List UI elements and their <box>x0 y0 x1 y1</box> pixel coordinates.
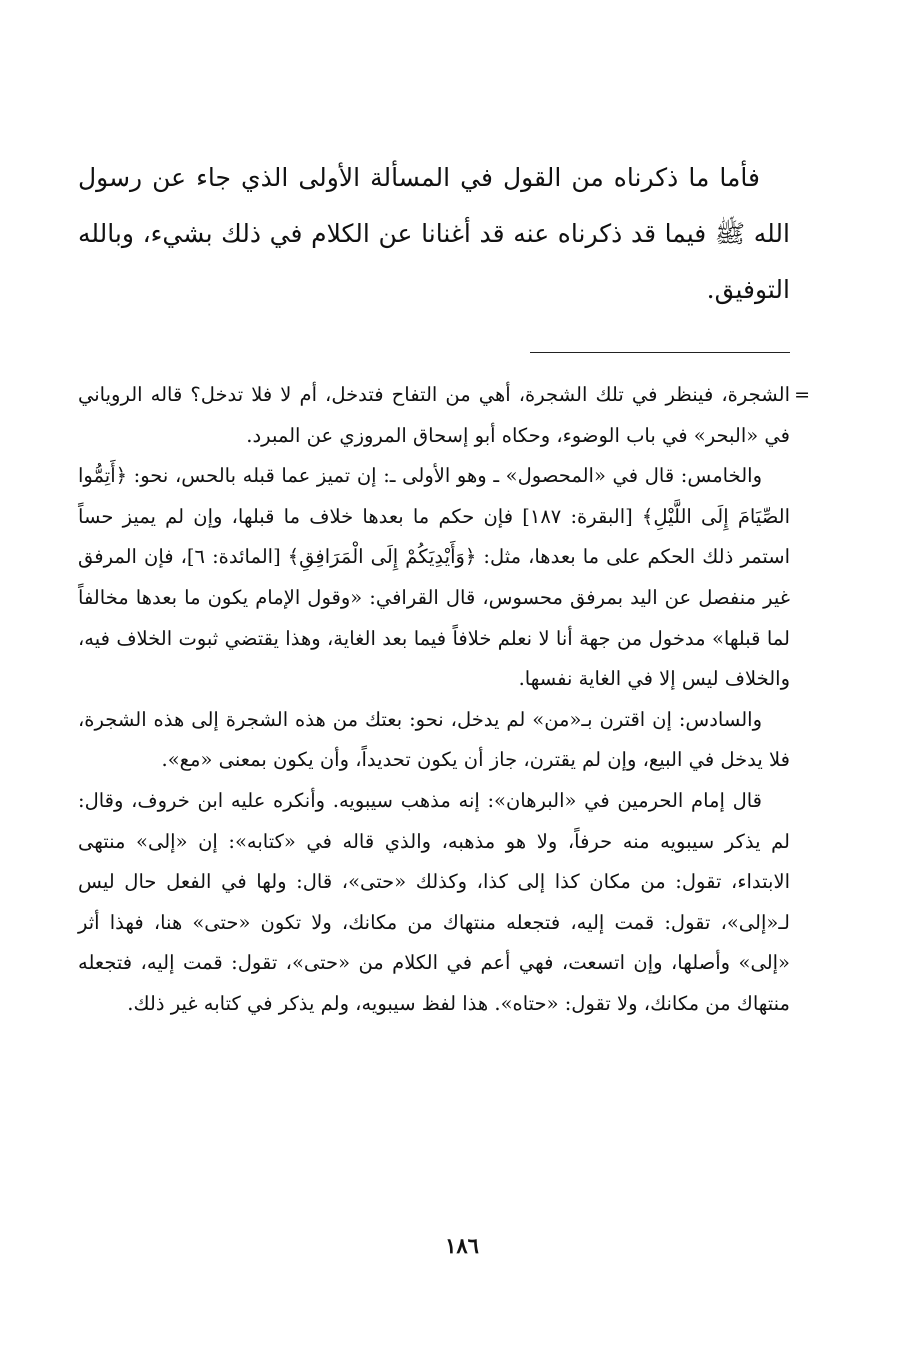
main-text <box>78 150 790 318</box>
footnote-separator <box>530 352 790 353</box>
footnote-paragraph-4: قال إمام الحرمين في «البرهان»: إنه مذهب سيبويه. وأنكره عليه ابن خروف، وقال: لم يذكر سيبويه منه حرفاً، ولا هو مذهبه، والذي قاله في «كتابه»: إن «إلى» منتهى الابتداء، تقول: من مكان كذا إلى كذا، وكذلك «حتى»، قال: ولها في الفعل حال ليس لـ«إلى»، تقول: قمت إليه، فتجعله منتهاك من مكانك، ولا تكون «حتى» هنا، فهذا أثر «إلى» وأصلها، وإن اتسعت، فهي أعم في الكلام من «حتى»، تقول: قمت إليه، فتجعله منتهاك من مكانك، ولا تقول: «حتاه». هذا لفظ سيبويه، ولم يذكر في كتابه غير ذلك. <box>78 788 790 1015</box>
footnote-paragraph-1: الشجرة، فينظر في تلك الشجرة، أهي من التفاح فتدخل، أم لا فلا تدخل؟ قاله الروياني في «البحر» في باب الوضوء، وحكاه أبو إسحاق المروزي عن المبرد. <box>78 383 790 447</box>
page-number: ١٨٦ <box>445 1233 479 1258</box>
footnote-paragraph-3: والسادس: إن اقترن بـ«من» لم يدخل، نحو: بعتك من هذه الشجرة إلى هذه الشجرة، فلا يدخل في البيع، وإن لم يقترن، جاز أن يكون تحديداً، وأن يكون بمعنى «مع». <box>78 707 790 772</box>
footnote-continuation-mark: = <box>794 384 810 406</box>
footnotes <box>78 375 810 1025</box>
footnote-paragraph-2: والخامس: قال في «المحصول» ـ وهو الأولى ـ: إن تميز عما قبله بالحس، نحو: ﴿أَتِمُّوا الصِّيَامَ إِلَى اللَّيْلِ﴾ [البقرة: ١٨٧] فإن حكم ما بعدها خلاف ما قبلها، وإن لم يميز حساً استمر ذلك الحكم على ما بعدها، مثل: ﴿وَأَيْدِيَكُمْ إِلَى الْمَرَافِقِ﴾ [المائدة: ٦]، فإن المرفق غير منفصل عن اليد بمرفق محسوس، قال القرافي: «وقول الإمام يكون ما بعدها مخالفاً لما قبلها» مدخول من جهة أنا لا نعلم خلافاً فيما بعد الغاية، وهذا يقتضي ثبوت الخلاف فيه، والخلاف ليس إلا في الغاية نفسها. <box>78 464 791 691</box>
main-paragraph: فأما ما ذكرناه من القول في المسألة الأولى الذي جاء عن رسول الله ﷺ فيما قد ذكرناه عنه قد أغنانا عن الكلام في ذلك بشيء، وبالله التوفيق. <box>78 163 790 304</box>
page-body <box>78 150 810 1025</box>
